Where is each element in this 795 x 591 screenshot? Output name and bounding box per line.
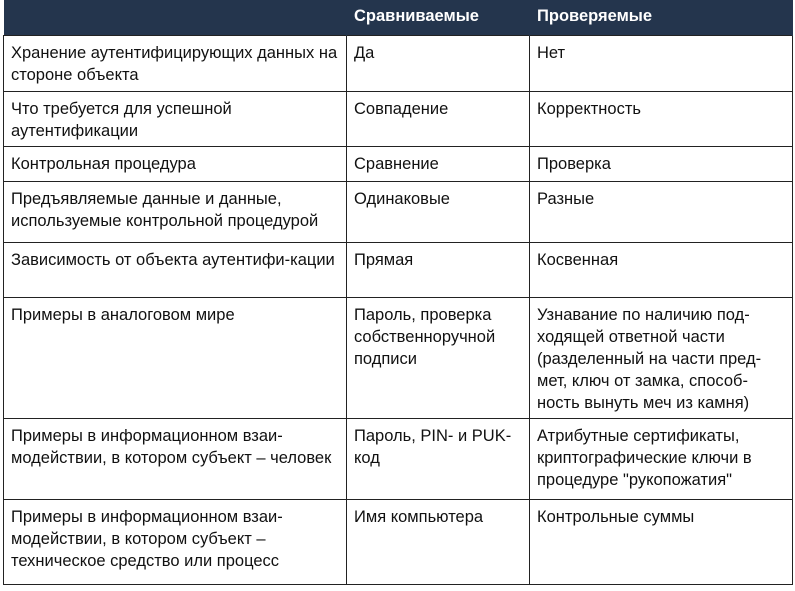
- verified-text: Узнавание по наличию под-ходящей ответной части (разделенный на части пред-мет, ключ от замка, способ-ность вынуть меч из камня): [537, 305, 762, 412]
- compared-text: Прямая: [354, 250, 414, 269]
- verified-cell: [530, 242, 793, 297]
- header-cell-compared: Сравниваемые: [347, 0, 530, 35]
- verified-cell: [530, 418, 793, 499]
- criterion-cell: [4, 146, 347, 181]
- compared-cell: [347, 91, 530, 146]
- table-row: [4, 146, 793, 181]
- compared-cell: [347, 35, 530, 91]
- compared-text: Имя компьютера: [354, 507, 484, 526]
- compared-text: Пароль, проверка собственноручной подписи: [354, 305, 496, 368]
- verified-text: Косвенная: [537, 250, 619, 269]
- criterion-cell: [4, 418, 347, 499]
- criterion-cell: [4, 242, 347, 297]
- criterion-cell: [4, 35, 347, 91]
- verified-text: Проверка: [537, 154, 611, 173]
- table-row: [4, 91, 793, 146]
- table-row: [4, 181, 793, 242]
- criterion-text: Контрольная процедура: [11, 154, 196, 173]
- criterion-text: Что требуется для успешной аутентификации: [11, 99, 232, 140]
- verified-text: Атрибутные сертификаты, криптографические ключи в процедуре "рукопожатия": [537, 426, 752, 489]
- criterion-cell: [4, 181, 347, 242]
- comparison-table: [3, 0, 793, 585]
- verified-text: Корректность: [537, 99, 641, 118]
- verified-text: Нет: [537, 43, 566, 62]
- table-row: [4, 35, 793, 91]
- verified-cell: [530, 91, 793, 146]
- compared-text: Сравнение: [354, 154, 439, 173]
- compared-cell: [347, 418, 530, 499]
- table-row: [4, 418, 793, 499]
- criterion-text: Зависимость от объекта аутентифи-кации: [11, 250, 335, 269]
- verified-cell: [530, 35, 793, 91]
- verified-cell: [530, 181, 793, 242]
- compared-text: Пароль, PIN- и PUK-код: [354, 426, 512, 467]
- criterion-text: Примеры в информационном взаи-модействии, в котором субъект – человек: [11, 426, 332, 467]
- verified-cell: [530, 146, 793, 181]
- compared-cell: [347, 181, 530, 242]
- verified-text: Разные: [537, 189, 595, 208]
- compared-text: Совпадение: [354, 99, 449, 118]
- header-cell-verified: Проверяемые: [530, 0, 793, 35]
- criterion-cell: [4, 297, 347, 418]
- criterion-cell: [4, 499, 347, 584]
- compared-cell: [347, 499, 530, 584]
- table-row: [4, 242, 793, 297]
- compared-cell: [347, 242, 530, 297]
- criterion-cell: [4, 91, 347, 146]
- table-row: [4, 499, 793, 584]
- criterion-text: Примеры в аналоговом мире: [11, 305, 235, 324]
- compared-cell: [347, 146, 530, 181]
- table-row: [4, 297, 793, 418]
- compared-text: Да: [354, 43, 375, 62]
- compared-text: Одинаковые: [354, 189, 450, 208]
- verified-cell: [530, 499, 793, 584]
- criterion-text: Предъявляемые данные и данные, используемые контрольной процедурой: [11, 189, 319, 230]
- header-cell-criterion: [4, 0, 347, 35]
- verified-cell: [530, 297, 793, 418]
- criterion-text: Хранение аутентифицирующих данных на стороне объекта: [11, 43, 338, 84]
- verified-text: Контрольные суммы: [537, 507, 695, 526]
- table-header-row: [4, 0, 793, 35]
- compared-cell: [347, 297, 530, 418]
- criterion-text: Примеры в информационном взаи-модействии, в котором субъект – техническое средство или процесс: [11, 507, 283, 570]
